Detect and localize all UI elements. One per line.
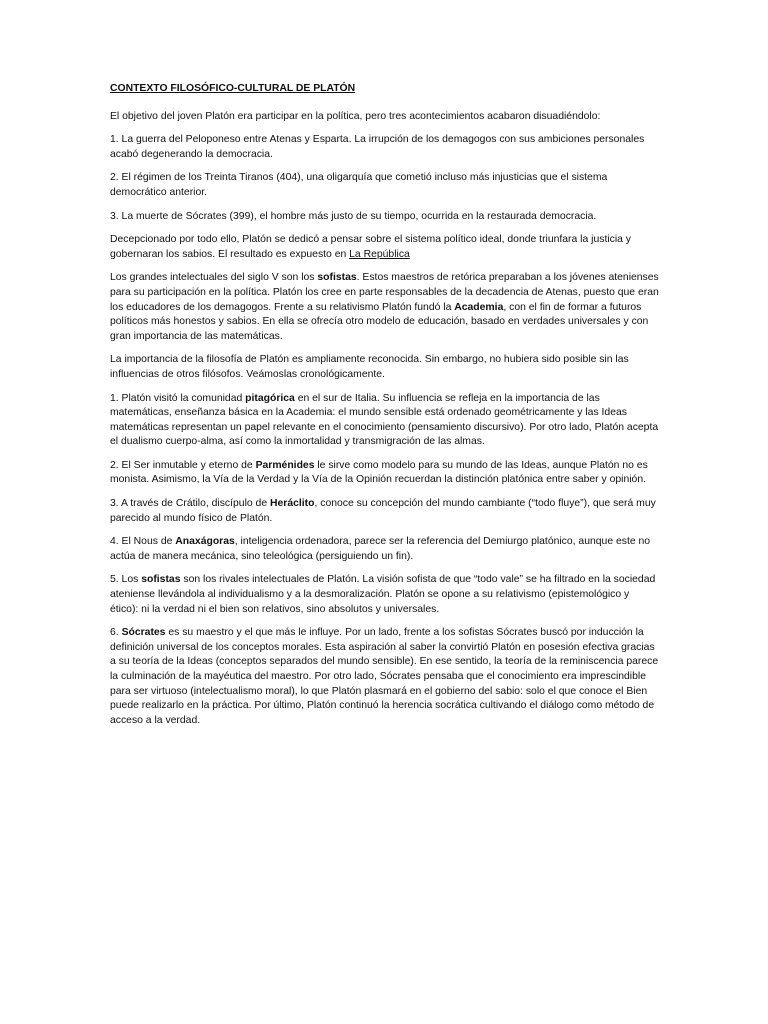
influence-item-6 — [110, 626, 660, 728]
influence-item-2 — [110, 459, 660, 488]
intro-paragraph: El objetivo del joven Platón era participar en la política, pero tres acontecimientos acabaron disuadiéndolo: — [110, 110, 601, 122]
influences-intro-paragraph: La importancia de la filosofía de Platón es ampliamente reconocida. Sin embargo, no hubiera sido posible sin las influencias de otros filósofos. Veámoslas cronológicamente. — [110, 354, 629, 380]
influence-4-post: , inteligencia ordenadora, parece ser la referencia del Demiurgo platónico, aunque este no actúa de manera mecánica, sino teleológica (persiguiendo un fin). — [110, 536, 651, 562]
conclusion-text: Decepcionado por todo ello, Platón se dedicó a pensar sobre el sistema político ideal, donde triunfara la justicia y gobernaran los sabios. El resultado es expuesto en — [110, 234, 631, 260]
sofistas-text-2: . Estos maestros de retórica preparaban a los jóvenes atenienses para su participación en la política. Platón los cree en parte responsables de la decadencia de Atenas, puesto que eran los educadores de los demagogos. Frente a su relativismo Platón fundó la — [110, 272, 659, 313]
event-item-2: 2. El régimen de los Treinta Tiranos (404), una oligarquía que cometió incluso más injusticias que el sistema democrático anterior. — [110, 172, 608, 198]
influence-1-pre: 1. Platón visitó la comunidad — [110, 392, 246, 404]
document-page — [110, 82, 660, 737]
sofistas-paragraph — [110, 271, 660, 344]
academia-bold: Academia — [454, 301, 504, 313]
influence-5-post: son los rivales intelectuales de Platón. La visión sofista de que “todo vale” se ha filtrado en la sociedad ateniense llevándola al individualismo y a la desmoralización. Platón se opone a su relativismo (epistemológico y ético): ni la verdad ni el bien son relativos, sino absolutos y universales. — [110, 574, 656, 615]
influence-3-pre: 3. A través de Crátilo, discípulo de — [110, 498, 270, 510]
conclusion-paragraph — [110, 233, 660, 262]
influence-2-name: Parménides — [255, 459, 315, 471]
influence-5-name: sofistas — [141, 574, 181, 586]
influence-6-pre: 6. — [110, 627, 122, 639]
influence-2-pre: 2. El Ser inmutable y eterno de — [110, 459, 256, 471]
influence-item-3 — [110, 497, 660, 526]
influence-6-post: es su maestro y el que más le influye. Por un lado, frente a los sofistas Sócrates buscó por inducción la definición universal de los conceptos morales. Esta aspiración al saber la convirtió Platón en posesión efectiva gracias a su teoría de la Ideas (conceptos separados del mundo sensible). En ese sentido, la teoría de la reminiscencia parece la culminación de la mayéutica del maestro. Por otro lado, Sócrates pensaba que el conocimiento era imprescindible para ser virtuoso (intelectualismo moral), lo que Platón plasmará en el gobierno del sabio: solo el que conoce el Bien puede realizarlo en la práctica. Por último, Platón continuó la herencia socrática cultivando el diálogo como método de acceso a la verdad. — [110, 627, 659, 726]
influence-item-5 — [110, 573, 660, 617]
influence-1-post: en el sur de Italia. Su influencia se refleja en la importancia de las matemáticas, enseñanza básica en la Academia: el mundo sensible está ordenado geométricamente y las Ideas matemáticas representan un papel relevante en el conocimiento (pensamiento discursivo). Por otro lado, Platón acepta el dualismo cuerpo-alma, así como la inmortalidad y transmigración de las almas. — [110, 392, 659, 448]
sofistas-text-1: Los grandes intelectuales del siglo V son los — [110, 272, 318, 284]
influence-4-name: Anaxágoras — [175, 536, 235, 548]
influence-5-pre: 5. Los — [110, 574, 142, 586]
sofistas-text-3: , con el fin de formar a futuros políticos más honestos y sabios. En ella se ofrecía otro modelo de educación, basado en verdades universales y con gran importancia de las matemáticas. — [110, 301, 649, 342]
event-item-3: 3. La muerte de Sócrates (399), el hombre más justo de su tiempo, ocurrida en la restaurada democracia. — [110, 210, 597, 222]
influence-item-1 — [110, 392, 660, 450]
republic-work-title: La República — [349, 248, 410, 260]
influence-3-name: Heráclito — [270, 498, 315, 510]
document-title: CONTEXTO FILOSÓFICO-CULTURAL DE PLATÓN — [110, 83, 356, 94]
influence-2-post: le sirve como modelo para su mundo de las Ideas, aunque Platón no es monista. Asimismo, la Vía de la Verdad y la Vía de la Opinión recuerdan la distinción platónica entre saber y opinión. — [110, 459, 648, 486]
influence-3-post: , conoce su concepción del mundo cambiante (“todo fluye”), que será muy parecido al mundo físico de Platón. — [110, 498, 656, 524]
influence-item-4 — [110, 535, 660, 564]
influence-6-name: Sócrates — [121, 627, 166, 639]
event-item-1: 1. La guerra del Peloponeso entre Atenas y Esparta. La irrupción de los demagogos con sus ambiciones personales acabó degenerando la democracia. — [110, 134, 645, 160]
influence-1-name: pitagórica — [245, 392, 295, 404]
influence-4-pre: 4. El Nous de — [110, 536, 176, 548]
sofistas-bold: sofistas — [317, 272, 357, 284]
